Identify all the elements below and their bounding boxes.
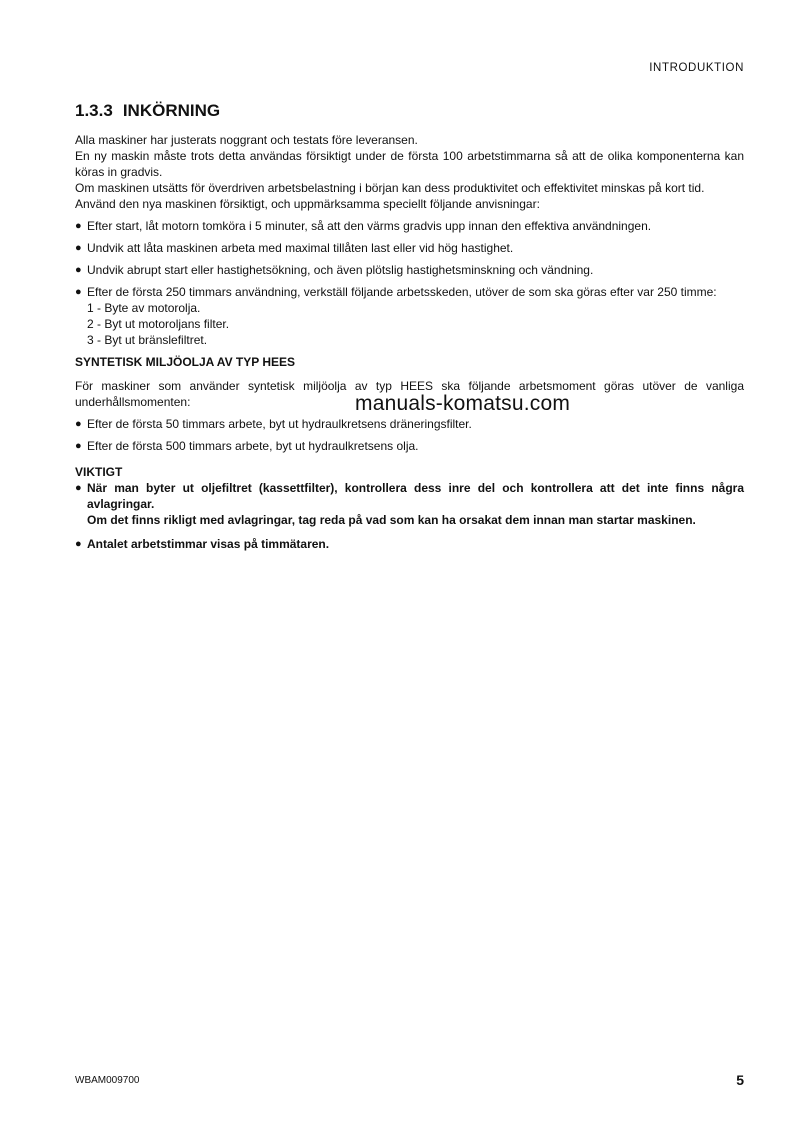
bullet-icon: ● bbox=[75, 440, 82, 452]
list-item: ● Efter de första 50 timmars arbete, byt ut hydraulkretsens dräneringsfilter. bbox=[75, 417, 472, 431]
bullet-icon: ● bbox=[75, 264, 82, 276]
intro-paragraph-2: En ny maskin måste trots detta användas försiktigt under de första 100 arbetstimmarna så att de olika komponenterna kan köras in gradvis. bbox=[75, 149, 744, 179]
running-in-list bbox=[75, 218, 744, 348]
bullet-icon: ● bbox=[75, 418, 82, 430]
intro-paragraph-3: Om maskinen utsätts för överdriven arbetsbelastning i början kan dess produktivitet och effektivitet minskas på kort tid. bbox=[75, 181, 705, 195]
list-item: ● Efter de första 500 timmars arbete, byt ut hydraulkretsens olja. bbox=[75, 439, 419, 453]
bullet-icon: ● bbox=[75, 286, 82, 298]
section-heading: INKÖRNING bbox=[122, 101, 221, 120]
hees-list bbox=[75, 416, 744, 454]
page-content bbox=[75, 100, 744, 558]
page-number: 5 bbox=[736, 1072, 744, 1088]
bullet-icon: ● bbox=[75, 242, 82, 254]
hees-heading: SYNTETISK MILJÖOLJA AV TYP HEES bbox=[75, 355, 296, 369]
hees-paragraph: För maskiner som använder syntetisk miljöolja av typ HEES ska följande arbetsmoment göras utöver de vanliga underhållsmomenten: bbox=[75, 379, 744, 409]
intro-paragraph-4: Använd den nya maskinen försiktigt, och uppmärksamma speciellt följande anvisningar: bbox=[75, 197, 540, 211]
bullet-icon: ● bbox=[75, 538, 82, 550]
step-item: 3 - Byt ut bränslefiltret. bbox=[87, 333, 208, 347]
step-item: 2 - Byt ut motoroljans filter. bbox=[87, 317, 230, 331]
list-item: ● När man byter ut oljefiltret (kassettfilter), kontrollera dess inre del och kontrollera att det inte finns några avlagringar. Om det finns rikligt med avlagringar, tag reda på vad som kan ha orsakat dem innan man startar maskinen. bbox=[75, 481, 744, 527]
section-number: 1.3.3 bbox=[75, 101, 113, 120]
bullet-icon: ● bbox=[75, 482, 82, 494]
list-item: ● Efter de första 250 timmars användning, verkställ följande arbetsskeden, utöver de som ska göras efter var 250 timme: 1 - Byte av motorolja. 2 - Byt ut motoroljans filter. 3 - Byt ut bränslefiltret. bbox=[75, 284, 744, 348]
running-header: INTRODUKTION bbox=[649, 62, 744, 74]
watermark-text: manuals-komatsu.com bbox=[355, 392, 571, 415]
list-item: ● Efter start, låt motorn tomköra i 5 minuter, så att den värms gradvis upp innan den effektiva användningen. bbox=[75, 219, 652, 233]
list-item: ● Undvik abrupt start eller hastighetsökning, och även plötslig hastighetsminskning och vändning. bbox=[75, 263, 594, 277]
intro-paragraph-1: Alla maskiner har justerats noggrant och testats före leveransen. bbox=[75, 133, 418, 147]
list-item: ● Antalet arbetstimmar visas på timmätaren. bbox=[75, 537, 330, 551]
document-code: WBAM009700 bbox=[75, 1075, 140, 1086]
step-item: 1 - Byte av motorolja. bbox=[87, 301, 201, 315]
important-continuation: Om det finns rikligt med avlagringar, tag reda på vad som kan ha orsakat dem innan man startar maskinen. bbox=[87, 513, 696, 527]
section-title bbox=[75, 100, 744, 122]
list-item: ● Undvik att låta maskinen arbeta med maximal tillåten last eller vid hög hastighet. bbox=[75, 241, 514, 255]
bullet-icon: ● bbox=[75, 220, 82, 232]
important-heading: VIKTIGT bbox=[75, 465, 123, 479]
important-list bbox=[75, 480, 744, 552]
